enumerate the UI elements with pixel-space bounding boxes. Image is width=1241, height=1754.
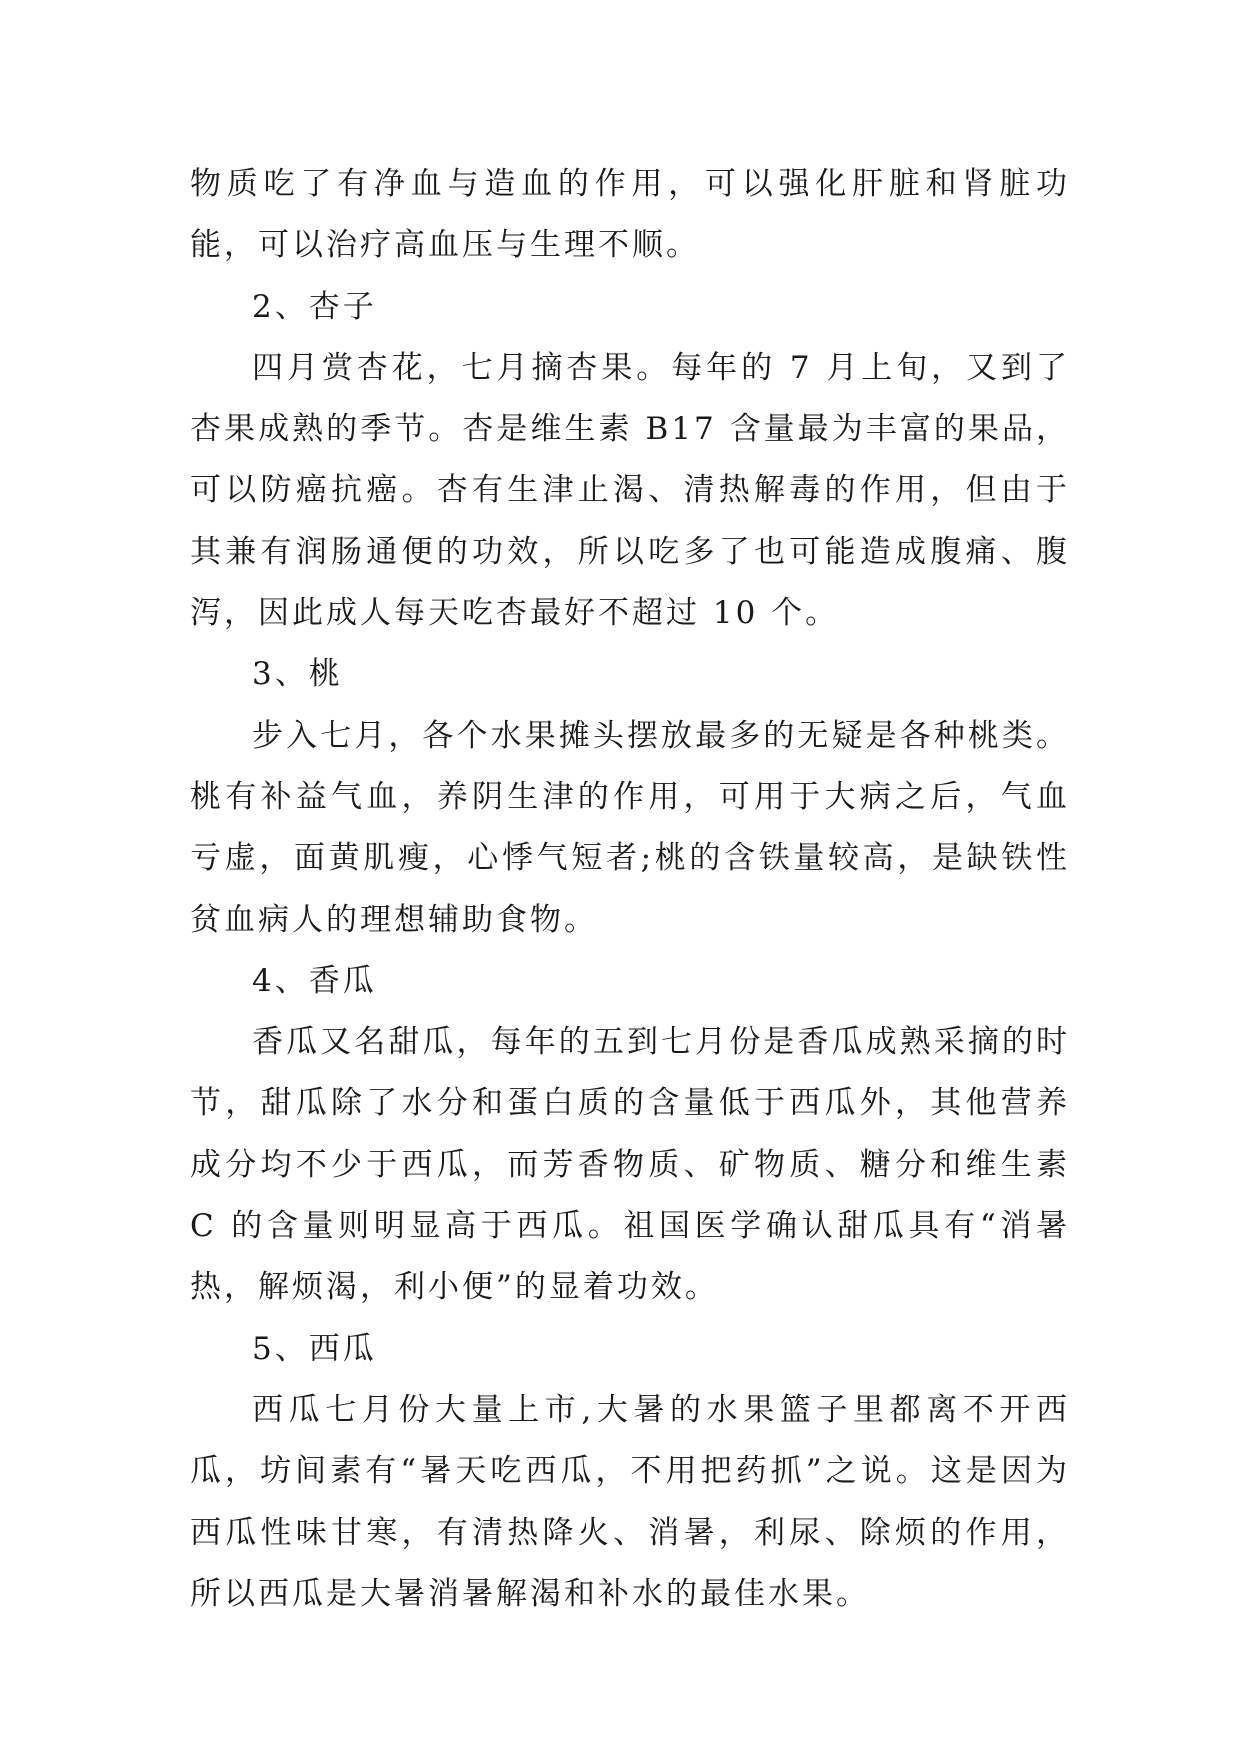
paragraph-apricot: 四月赏杏花，七月摘杏果。每年的 7 月上旬，又到了杏果成熟的季节。杏是维生素 B17 含量最为丰富的果品，可以防癌抗癌。杏有生津止渴、清热解毒的作用，但由于其兼有润肠通便的功效，所以吃多了也可能造成腹痛、腹泻，因此成人每天吃杏最好不超过 10 个。	[190, 349, 1070, 632]
paragraph-peach: 步入七月，各个水果摊头摆放最多的无疑是各种桃类。桃有补益气血，养阴生津的作用，可用于大病之后，气血亏虚，面黄肌瘦，心悸气短者;桃的含铁量较高，是缺铁性贫血病人的理想辅助食物。	[190, 717, 1070, 938]
document-page	[190, 154, 1070, 1625]
heading-peach: 3、桃	[252, 656, 343, 693]
heading-apricot: 2、杏子	[252, 288, 377, 325]
paragraph-muskmelon: 香瓜又名甜瓜，每年的五到七月份是香瓜成熟采摘的时节，甜瓜除了水分和蛋白质的含量低于西瓜外，其他营养成分均不少于西瓜，而芳香物质、矿物质、糖分和维生素 C 的含量则明显高于西瓜。祖国医学确认甜瓜具有“消暑热，解烦渴，利小便”的显着功效。	[190, 1024, 1070, 1306]
heading-muskmelon: 4、香瓜	[252, 962, 377, 999]
paragraph-watermelon: 西瓜七月份大量上市,大暑的水果篮子里都离不开西瓜，坊间素有“暑天吃西瓜，不用把药抓”之说。这是因为西瓜性味甘寒，有清热降火、消暑，利尿、除烦的作用，所以西瓜是大暑消暑解渴和补水的最佳水果。	[190, 1391, 1070, 1612]
paragraph-continued: 物质吃了有净血与造血的作用，可以强化肝脏和肾脏功能，可以治疗高血压与生理不顺。	[190, 166, 1070, 264]
heading-watermelon: 5、西瓜	[252, 1330, 377, 1367]
